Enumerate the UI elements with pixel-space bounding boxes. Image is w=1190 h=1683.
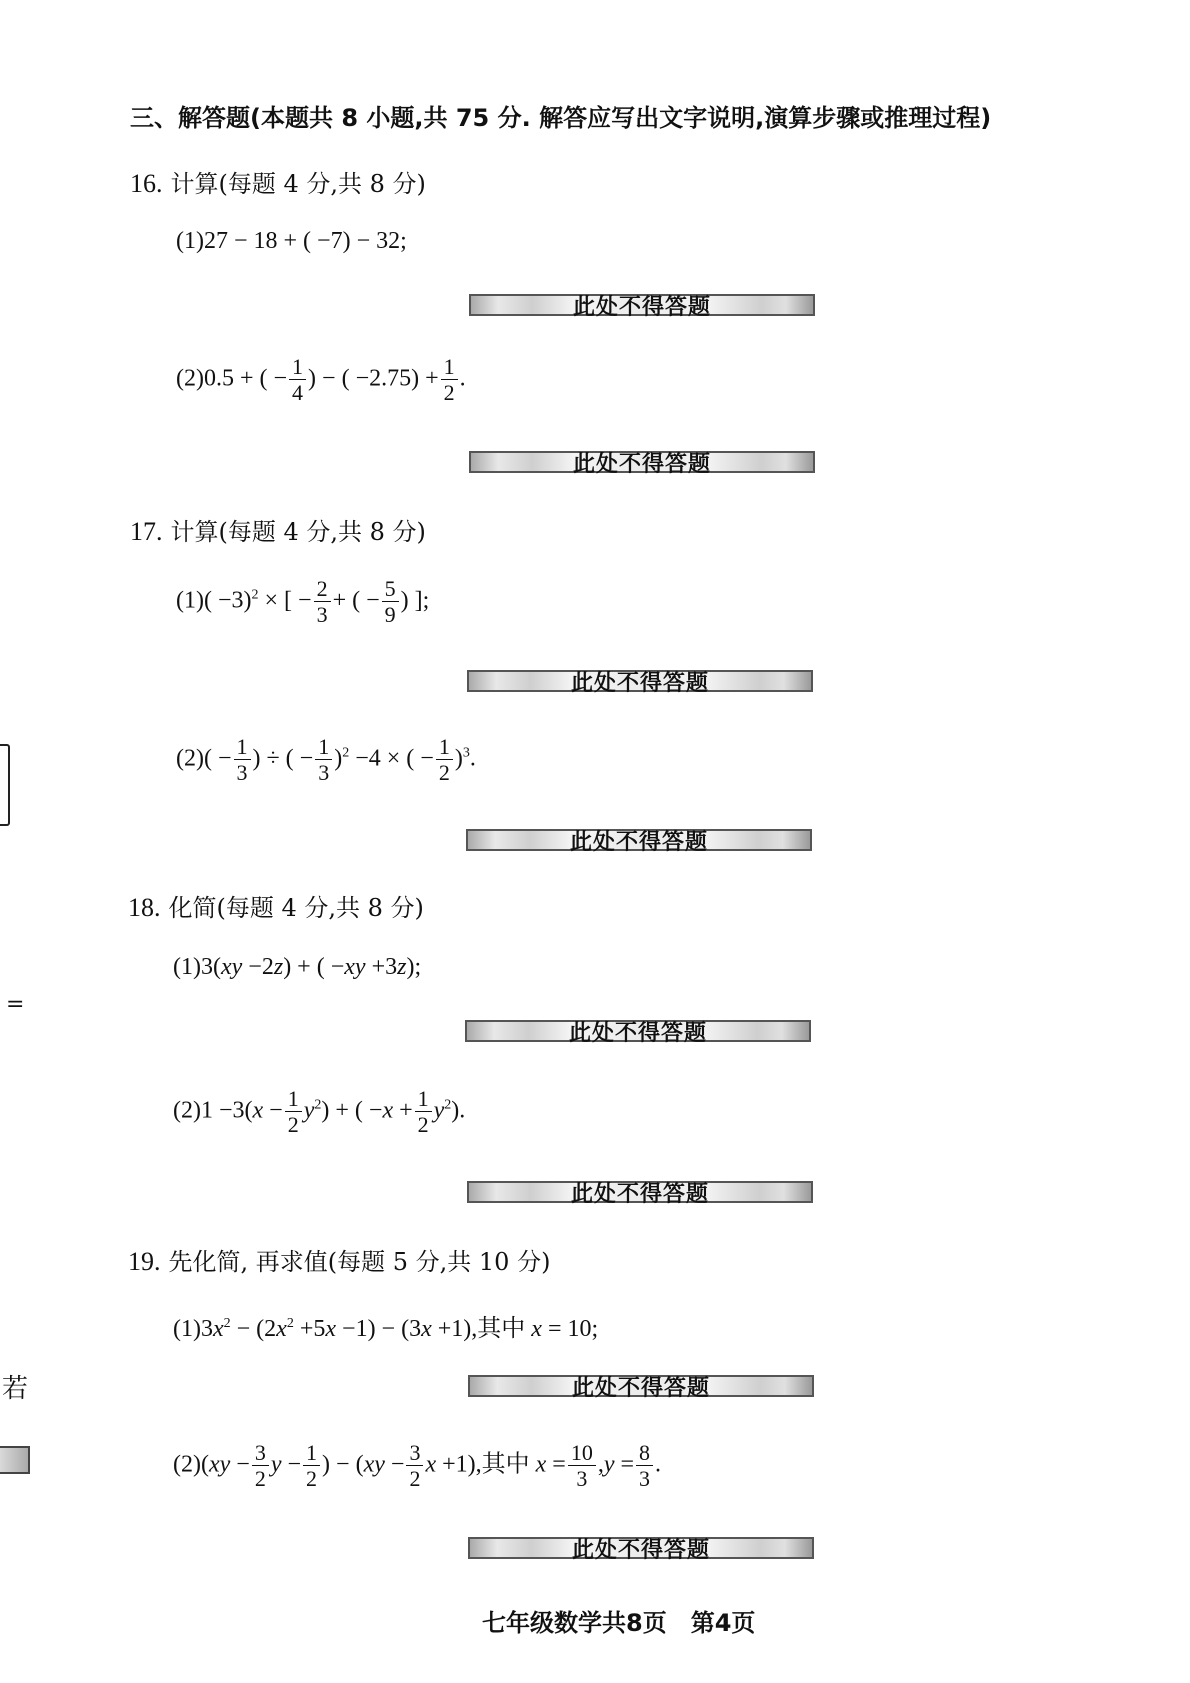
question-18-header xyxy=(128,888,424,923)
question-heading: 计算(每题 4 分,共 8 分) xyxy=(170,518,426,546)
q19-part1: $(1)3x^2 - (2x^2 +5x -1) - (3x +1)$,其中 x = 10; xyxy=(173,1316,599,1342)
question-16-header xyxy=(130,164,426,199)
question-number: 18. xyxy=(128,893,161,922)
question-number: 16. xyxy=(130,169,163,198)
no-answer-banner: 此处不得答题 xyxy=(469,451,815,473)
no-answer-banner: 此处不得答题 xyxy=(469,294,815,316)
question-heading: 先化简, 再求值(每题 5 分,共 10 分) xyxy=(168,1248,551,1276)
question-number: 19. xyxy=(128,1247,161,1276)
no-answer-banner: 此处不得答题 xyxy=(467,670,813,692)
margin-banner-fragment xyxy=(0,1446,30,1474)
q19-part2: (2)(xy − $\frac{3}{2}$ y − $\frac{1}{2}$ ) − (xy − $\frac{3}{2}$ x +1),其中 x = $\frac{10}{3}$ ,y = $\frac{8}{3}$ . xyxy=(173,1440,662,1491)
no-answer-banner: 此处不得答题 xyxy=(468,1537,814,1559)
q17-part1: $(1)( -3)^2$ × [ − $\frac{2}{3}$ + ( − $\frac{5}{9}$ ) ]; xyxy=(176,576,430,627)
margin-ruo: 若 xyxy=(2,1374,29,1404)
margin-bracket xyxy=(0,744,10,826)
q18-part2: (2)1 −3(x − $\frac{1}{2}$ $y^2$) + ( −x + $\frac{1}{2}$ $y^2$). xyxy=(173,1086,466,1137)
q16-part2: (2)0.5 + ( − $\frac{1}{4}$ ) − ( −2.75) + $\frac{1}{2}$ . xyxy=(176,354,466,405)
no-answer-banner: 此处不得答题 xyxy=(467,1181,813,1203)
page-footer: 七年级数学共8页 第4页 xyxy=(482,1609,756,1637)
margin-equals: = xyxy=(6,992,25,1017)
q17-part2: (2)( − $\frac{1}{3}$ ) ÷ ( − $\frac{1}{3}$ )$^2$ −4 × ( − $\frac{1}{2}$ )$^3$. xyxy=(176,734,476,785)
question-heading: 化简(每题 4 分,共 8 分) xyxy=(168,894,424,922)
question-17-header xyxy=(130,512,426,547)
section-title: 三、解答题(本题共 8 小题,共 75 分. 解答应写出文字说明,演算步骤或推理过程) xyxy=(130,104,992,132)
q16-part1: (1)27 − 18 + ( −7) − 32; xyxy=(176,228,407,254)
question-heading: 计算(每题 4 分,共 8 分) xyxy=(170,170,426,198)
no-answer-banner: 此处不得答题 xyxy=(465,1020,811,1042)
question-number: 17. xyxy=(130,517,163,546)
no-answer-banner: 此处不得答题 xyxy=(468,1375,814,1397)
no-answer-banner: 此处不得答题 xyxy=(466,829,812,851)
question-19-header xyxy=(128,1242,550,1277)
q18-part1: (1)3(xy −2z) + ( −xy +3z); xyxy=(173,954,422,980)
